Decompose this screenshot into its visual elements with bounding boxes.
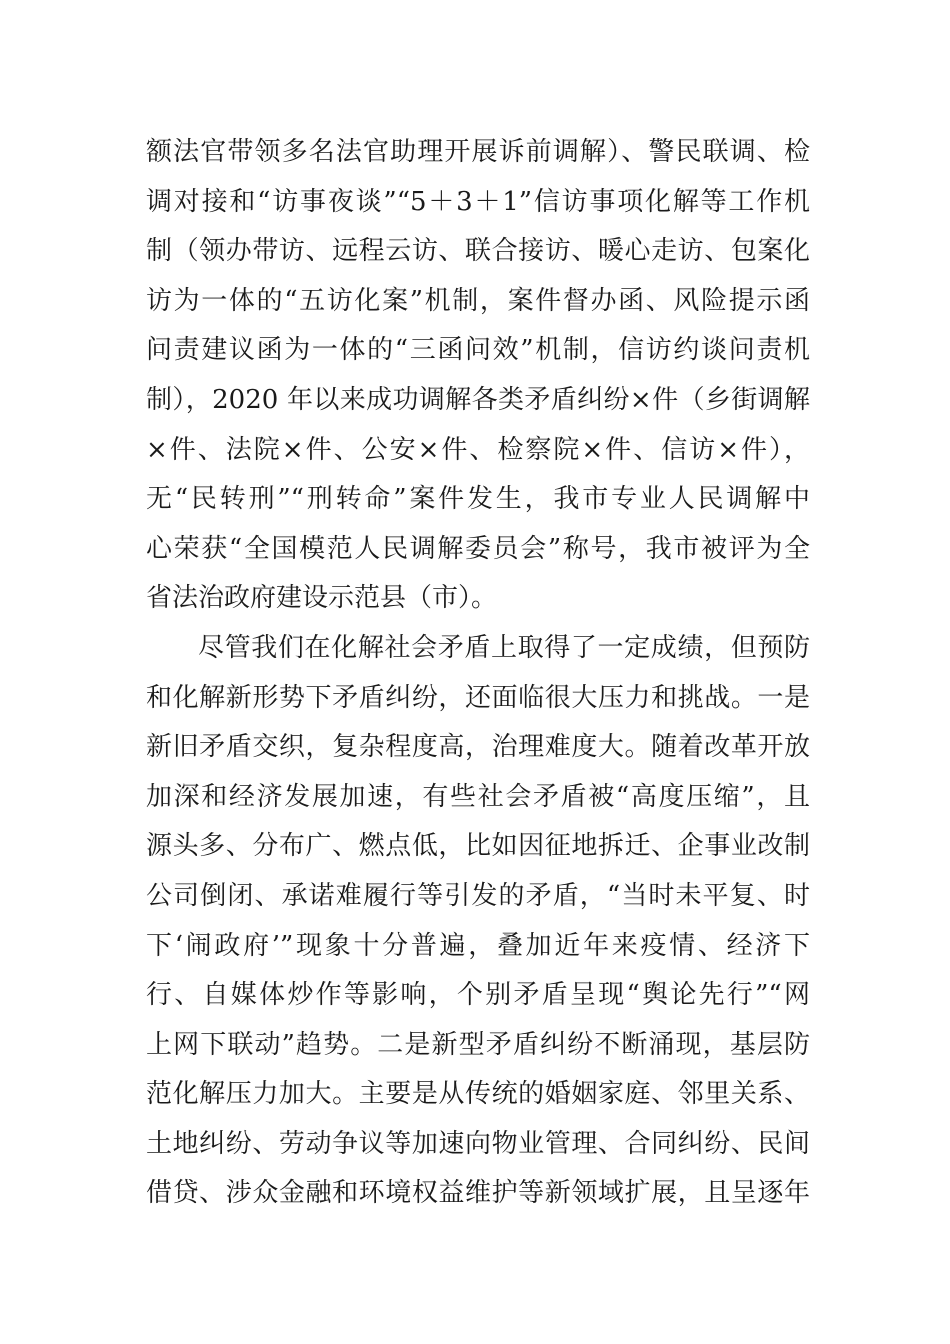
text-line: 行、自媒体炒作等影响，个别矛盾呈现“舆论先行”“网	[146, 980, 810, 1011]
text-line: 制），2020 年以来成功调解各类矛盾纠纷×件（乡街调解	[146, 384, 810, 415]
body-text	[146, 128, 810, 1219]
paragraph-2	[146, 624, 810, 1219]
text-line: 和化解新形势下矛盾纠纷，还面临很大压力和挑战。一是	[146, 682, 810, 713]
text-line: 新旧矛盾交织，复杂程度高，治理难度大。随着改革开放	[146, 732, 810, 763]
text-line: ×件、法院×件、公安×件、检察院×件、信访×件），	[146, 434, 810, 465]
text-line: 心荣获“全国模范人民调解委员会”称号，我市被评为全	[146, 533, 810, 564]
text-line: 尽管我们在化解社会矛盾上取得了一定成绩，但预防	[198, 632, 810, 663]
text-line: 上网下联动”趋势。二是新型矛盾纠纷不断涌现，基层防	[146, 1029, 810, 1060]
text-line: 无“民转刑”“刑转命”案件发生，我市专业人民调解中	[146, 484, 810, 515]
text-line: 访为一体的“五访化案”机制，案件督办函、风险提示函	[146, 285, 810, 316]
text-line: 调对接和“访事夜谈”“5＋3＋1”信访事项化解等工作机	[146, 186, 810, 217]
paragraph-1	[146, 128, 810, 624]
text-line: 范化解压力加大。主要是从传统的婚姻家庭、邻里关系、	[146, 1079, 810, 1110]
text-line: 源头多、分布广、燃点低，比如因征地拆迁、企事业改制	[146, 831, 810, 862]
text-line: 公司倒闭、承诺难履行等引发的矛盾，“当时未平复、时	[146, 880, 810, 911]
text-line: 加深和经济发展加速，有些社会矛盾被“高度压缩”，且	[146, 781, 810, 812]
text-line: 土地纠纷、劳动争议等加速向物业管理、合同纠纷、民间	[146, 1128, 810, 1159]
text-line: 额法官带领多名法官助理开展诉前调解）、警民联调、检	[146, 137, 810, 167]
text-line: 制（领办带访、远程云访、联合接访、暖心走访、包案化	[146, 236, 810, 267]
text-line: 问责建议函为一体的“三函问效”机制，信访约谈问责机	[146, 335, 810, 366]
text-line: 借贷、涉众金融和环境权益维护等新领域扩展，且呈逐年	[146, 1178, 810, 1209]
text-line: 省法治政府建设示范县（市）。	[146, 583, 498, 614]
text-line: 下‘闹政府’”现象十分普遍，叠加近年来疫情、经济下	[146, 930, 810, 961]
